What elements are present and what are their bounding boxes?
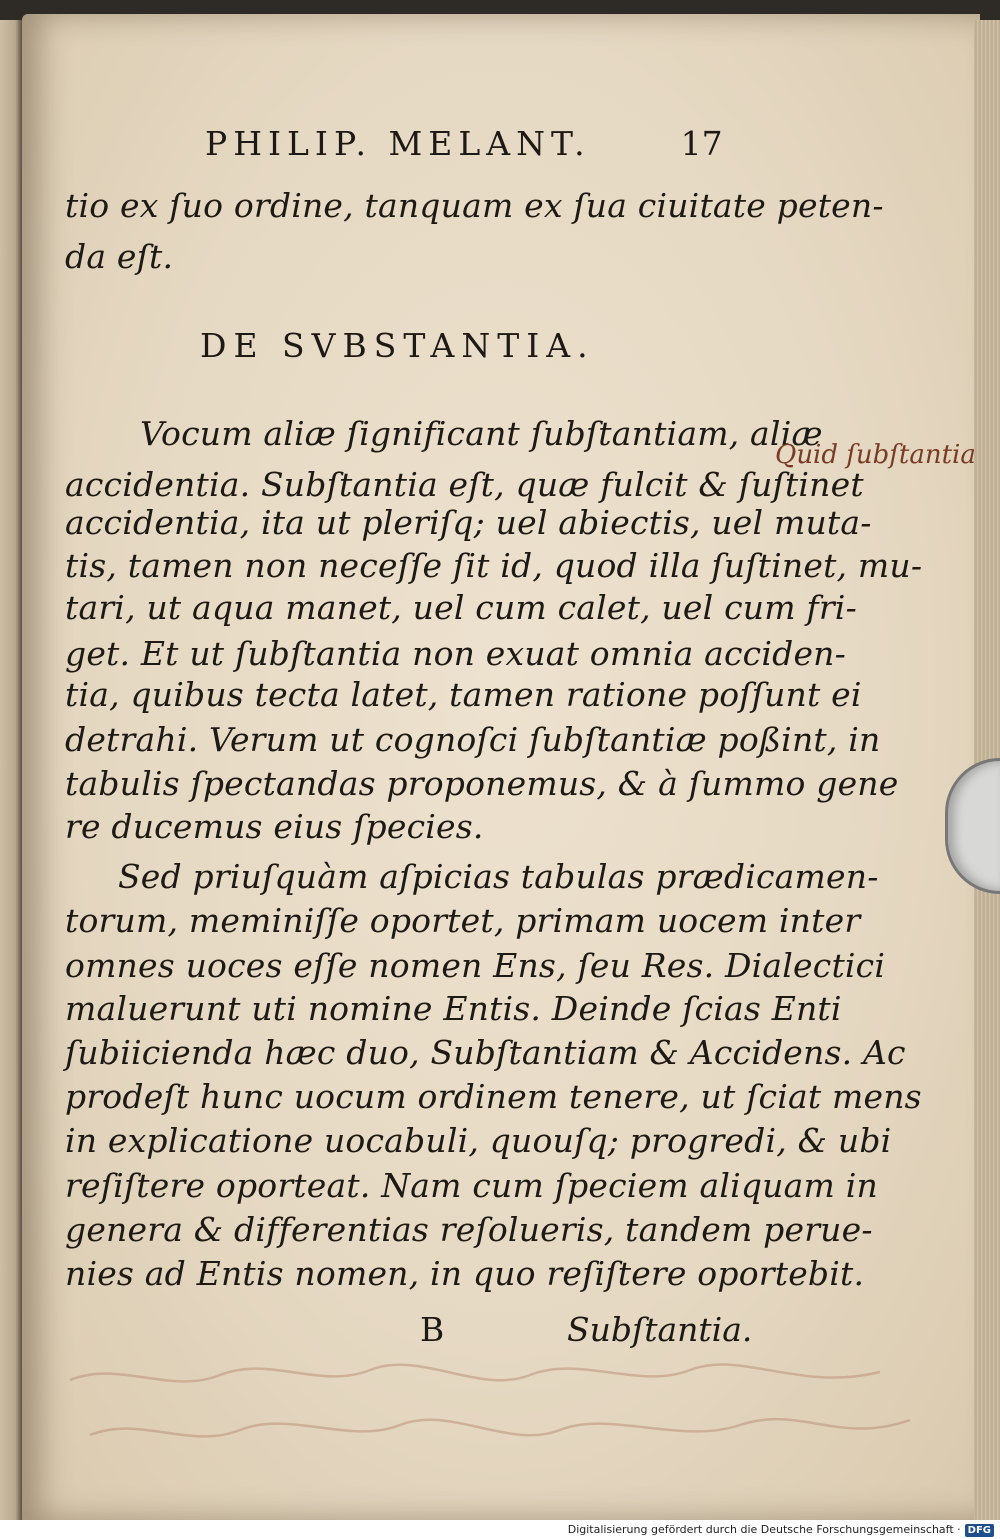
page-number: 17 <box>680 124 723 163</box>
handwriting-stroke <box>70 1364 880 1381</box>
intro-line: tio ex ſuo ordine, tanquam ex ſua ciuitate peten- <box>65 186 884 225</box>
body-line: in explicatione uocabuli, quouſq; progredi, & ubi <box>65 1121 892 1160</box>
body-line: torum, meminiſſe oportet, primam uocem inter <box>65 901 861 940</box>
catchword: Subſtantia. <box>567 1310 753 1349</box>
body-line: Sed priuſquàm aſpicias tabulas prædicamen- <box>118 857 879 896</box>
body-line: detrahi. Verum ut cognoſci ſubſtantiæ poßint, in <box>65 720 881 759</box>
body-line: prodeſt hunc uocum ordinem tenere, ut ſciat mens <box>65 1077 922 1116</box>
body-line: nies ad Entis nomen, in quo reſiſtere oportebit. <box>65 1254 865 1293</box>
body-line: Vocum aliæ ſignificant ſubſtantiam, aliæ <box>140 414 823 453</box>
signature-mark: B <box>420 1310 445 1349</box>
body-line: re ducemus eius ſpecies. <box>65 807 484 846</box>
intro-line: da eſt. <box>65 237 174 276</box>
section-heading: DE SVBSTANTIA. <box>200 326 595 365</box>
running-title: PHILIP. MELANT. <box>205 124 591 163</box>
body-line: genera & differentias reſolueris, tandem perue- <box>65 1210 873 1249</box>
body-line: ſubiicienda hæc duo, Subſtantiam & Accidens. Ac <box>65 1033 906 1072</box>
body-line: accidentia, ita ut pleriſq; uel abiectis, uel muta- <box>65 503 872 542</box>
digitization-credit <box>0 1520 1000 1539</box>
faded-handwriting <box>60 1340 940 1460</box>
credit-text: Digitalisierung gefördert durch die Deutsche Forschungsgemeinschaft · <box>567 1523 961 1536</box>
facing-page-edge <box>0 20 22 1520</box>
body-line: reſiſtere oporteat. Nam cum ſpeciem aliquam in <box>65 1166 878 1205</box>
body-line: tia, quibus tecta latet, tamen ratione poſſunt ei <box>65 675 862 714</box>
body-line: tis, tamen non neceſſe ſit id, quod illa ſuſtinet, mu- <box>65 546 923 585</box>
handwriting-stroke <box>90 1419 910 1436</box>
body-line: get. Et ut ſubſtantia non exuat omnia acciden- <box>65 634 846 673</box>
body-line: tari, ut aqua manet, uel cum calet, uel cum fri- <box>65 588 857 627</box>
body-line: accidentia. Subſtantia eſt, quæ fulcit & ſuſtinet <box>65 465 864 504</box>
marginal-note: Quid ſubſtantia <box>775 440 976 470</box>
body-line: omnes uoces eſſe nomen Ens, ſeu Res. Dialectici <box>65 946 886 985</box>
body-line: maluerunt uti nomine Entis. Deinde ſcias Enti <box>65 989 842 1028</box>
body-line: tabulis ſpectandas proponemus, & à ſummo gene <box>65 764 899 803</box>
running-header <box>205 124 723 163</box>
dfg-logo-icon: DFG <box>965 1524 994 1537</box>
